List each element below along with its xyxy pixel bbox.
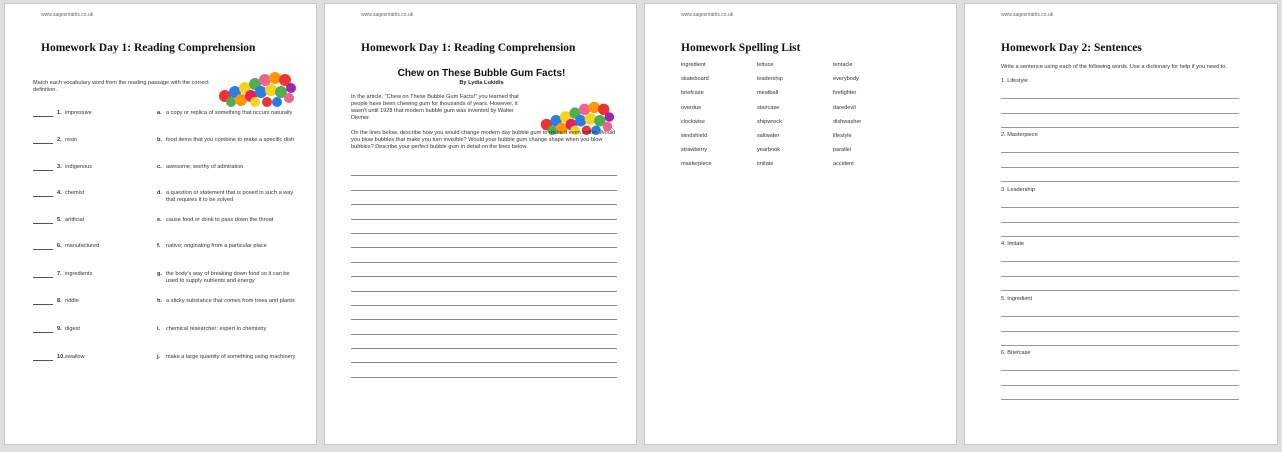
worksheet-page-2 [324,3,637,445]
worksheet-page-3 [644,3,957,445]
article-byline: By Lydia Lukidis [459,80,504,86]
definition-letter: j. [157,354,161,360]
answer-line[interactable] [1001,194,1239,208]
site-url: www.sagesmaths.co.uk [41,12,94,18]
sentence-word: 6. Briefcase [1001,350,1031,356]
definition-text: awesome; worthy of admiration [166,164,244,170]
definition-text: a question or statement that is posed in such a way that requires it to be solved [166,190,294,203]
definition-letter: d. [157,190,162,196]
sentence-word: 2. Masterpiece [1001,132,1038,138]
vocab-word: swallow [65,354,85,360]
instructions-text: Write a sentence using each of the following words. Use a dictionary for help if you need to. [1001,64,1227,70]
answer-line[interactable] [1001,386,1239,400]
spelling-list [681,62,921,168]
definition-text: a sticky substance that comes from trees and plants [166,298,295,304]
spelling-word: briefcase [681,90,704,97]
writing-prompt: On the lines below, describe how you would change modern day bubble gum to make it even better. Would you blow bubbles that make you turn invisible? Would your bubble gum change shape when you blow bubbles? Describe your perfect bubble gum in detail on the lines below. [351,130,616,150]
spelling-word: dishwasher [833,118,862,125]
spelling-word: skateboard [681,76,709,83]
spelling-word: accident [833,161,854,168]
spelling-word: yearbook [757,147,781,154]
site-url: www.sagesmaths.co.uk [681,12,734,18]
answer-line[interactable] [1001,85,1239,99]
answer-line[interactable] [1001,99,1239,113]
spelling-word: staircase [757,104,780,111]
sentence-word: 5. Ingredient [1001,296,1033,302]
vocab-word: indigenous [65,164,93,170]
spelling-word: saltwater [757,132,780,139]
definition-text: food items that you combine to make a specific dish [166,137,295,143]
sentence-item [1001,296,1239,346]
vocab-row [33,217,303,237]
definition-letter: a. [157,110,162,116]
item-number: 4. [57,190,62,196]
answer-blank[interactable] [33,143,53,144]
definition-letter: g. [157,271,162,277]
definition-text: native; originating from a particular place [166,243,267,249]
answer-line[interactable] [1001,303,1239,317]
answer-line[interactable] [1001,223,1239,237]
item-number: 10. [57,354,65,360]
vocab-word: artificial [65,217,84,223]
answer-blank[interactable] [33,170,53,171]
definition-letter: e. [157,217,162,223]
spelling-word: daredevil [833,104,856,111]
definition-letter: h. [157,298,162,304]
answer-blank[interactable] [33,332,53,333]
sentence-word: 3. Leadership [1001,187,1035,193]
spelling-word: lifestyle [833,132,852,139]
definition-text: make a large quantity of something using machinery [166,354,296,360]
spelling-word: overdue [681,104,702,111]
item-number: 2. [57,137,62,143]
spelling-word: leadership [757,76,783,83]
answer-line[interactable] [1001,153,1239,167]
spelling-word: everybody [833,76,859,83]
page-title: Homework Spelling List [681,42,801,54]
page-title: Homework Day 2: Sentences [1001,42,1142,54]
definition-letter: i. [157,326,161,332]
vocab-row [33,354,303,374]
answer-line[interactable] [1001,168,1239,182]
vocab-row [33,326,303,346]
item-number: 8. [57,298,62,304]
vocab-word: digest [65,326,80,332]
vocab-row [33,164,303,184]
answer-line[interactable] [1001,139,1239,153]
spelling-word: firefighter [833,90,857,97]
spelling-word: parallel [833,147,852,154]
gumballs-image [217,66,297,108]
page-title: Homework Day 1: Reading Comprehension [41,42,256,54]
sentence-item [1001,241,1239,291]
vocab-word: resin [65,137,78,143]
answer-line[interactable] [1001,357,1239,371]
item-number: 5. [57,217,62,223]
vocab-word: riddle [65,298,79,304]
answer-blank[interactable] [33,304,53,305]
answer-blank[interactable] [33,249,53,250]
sentence-item [1001,350,1239,400]
answer-blank[interactable] [33,277,53,278]
article-paragraph: In the article, "Chew on These Bubble Gum Facts!" you learned that people have been chewing gum for thousands of years. However, it wasn't until 1928 that modern bubble gum was invented by Walter Diemer. [351,94,519,121]
spelling-word: strawberry [681,147,708,154]
vocab-row [33,110,303,130]
vocab-row [33,243,303,263]
vocab-word: chemist [65,190,85,196]
spelling-word: ingredient [681,62,706,68]
answer-line[interactable] [1001,262,1239,276]
definition-letter: b. [157,137,162,143]
spelling-word: imitate [757,161,774,168]
site-url: www.sagesmaths.co.uk [1001,12,1054,18]
instructions-text: Match each vocabulary word from the reading passage with the correct definition. [33,80,209,93]
item-number: 1. [57,110,62,116]
vocab-word: manufactured [65,243,100,249]
answer-line[interactable] [1001,277,1239,291]
spelling-word: clockwise [681,118,705,125]
answer-line[interactable] [1001,332,1239,346]
answer-lines[interactable] [351,162,617,378]
sentence-item [1001,78,1239,128]
site-url: www.sagesmaths.co.uk [361,12,414,18]
spelling-word: windshield [681,132,708,139]
answer-line[interactable] [1001,248,1239,262]
definition-text: chemical researcher; expert in chemistry [166,326,267,332]
answer-line[interactable] [1001,114,1239,128]
vocab-word: ingredients [65,271,93,277]
sentence-word: 1. Lifestyle [1001,78,1028,84]
page-title: Homework Day 1: Reading Comprehension [361,42,576,54]
answer-blank[interactable] [33,360,53,361]
answer-blank[interactable] [33,116,53,117]
answer-line[interactable] [1001,208,1239,222]
answer-blank[interactable] [33,196,53,197]
vocab-row [33,298,303,318]
spelling-word: shipwreck [757,118,782,125]
answer-line[interactable] [1001,317,1239,331]
vocab-row [33,137,303,157]
vocab-word: impressive [65,110,92,116]
spelling-word: meatball [757,90,779,97]
spelling-word: lettuce [757,62,774,68]
worksheet-page-4 [964,3,1278,445]
item-number: 6. [57,243,62,249]
definition-letter: f. [157,243,161,249]
answer-blank[interactable] [33,223,53,224]
item-number: 3. [57,164,62,170]
answer-line[interactable] [1001,371,1239,385]
definition-letter: c. [157,164,162,170]
spelling-word: masterpiece [681,161,712,168]
definition-text: a copy or replica of something that occurs naturally [166,110,293,116]
definition-text: the body's way of breaking down food so it can be used to supply nutrients and energy [166,271,290,284]
spelling-word: tentacle [833,62,853,68]
sentence-item [1001,187,1239,237]
vocab-row [33,190,303,210]
item-number: 9. [57,326,62,332]
article-heading: Chew on These Bubble Gum Facts! [397,68,566,79]
definition-text: cause food or drink to pass down the throat [166,217,274,223]
sentence-word: 4. Imitate [1001,241,1025,247]
worksheet-page-1 [4,3,317,445]
item-number: 7. [57,271,62,277]
vocab-row [33,271,303,291]
sentence-item [1001,132,1239,182]
